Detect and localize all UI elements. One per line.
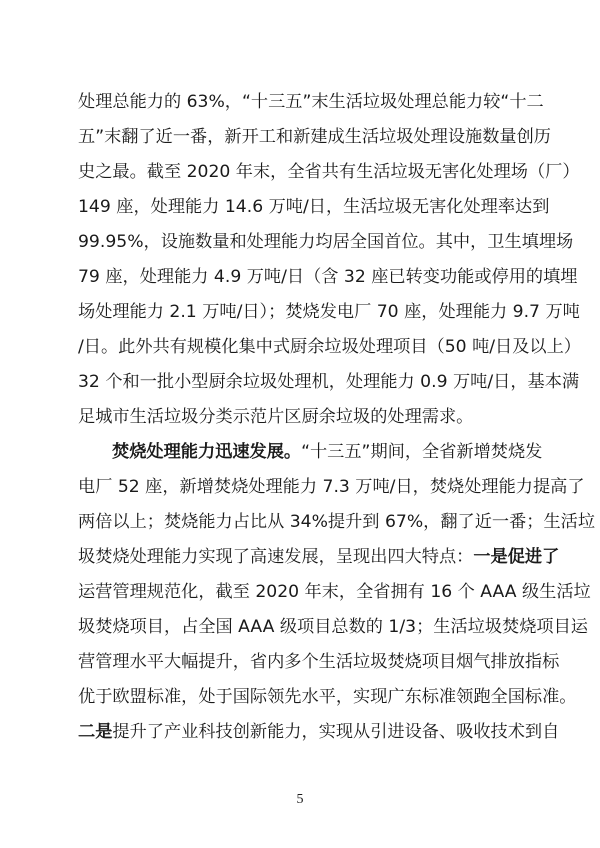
paragraph-heading: 焚烧处理能力迅速发展。 xyxy=(112,442,302,462)
point-label: 二是 xyxy=(78,722,113,742)
text-line: /日。此外共有规模化集中式厨余垃圾处理项目（50 吨/日及以上） xyxy=(78,337,581,357)
text-line: 足城市生活垃圾分类示范片区厨余垃圾的处理需求。 xyxy=(78,407,474,427)
text-line: 五”末翻了近一番，新开工和新建成生活垃圾处理设施数量创历 xyxy=(78,127,551,147)
text-line: 两倍以上；焚烧能力占比从 34%提升到 67%，翻了近一番；生活垃 xyxy=(78,512,596,532)
text-line: 营管理水平大幅提升，省内多个生活垃圾焚烧项目烟气排放指标 xyxy=(78,652,560,672)
text-line: 处理总能力的 63%，“十三五”末生活垃圾处理总能力较“十二 xyxy=(78,92,544,112)
page-number: 5 xyxy=(296,792,304,807)
text-line: 32 个和一批小型厨余垃圾处理机，处理能力 0.9 万吨/日，基本满 xyxy=(78,372,580,392)
text-line: 电厂 52 座，新增焚烧处理能力 7.3 万吨/日，焚烧处理能力提高了 xyxy=(78,477,585,497)
paragraph-first-line xyxy=(112,437,543,467)
text-segment: 圾焚烧处理能力实现了高速发展，呈现出四大特点： xyxy=(78,547,474,567)
text-line: 运营管理规范化，截至 2020 年末，全省拥有 16 个 AAA 级生活垃 xyxy=(78,582,591,602)
text-line: 史之最。截至 2020 年末，全省共有生活垃圾无害化处理场（厂） xyxy=(78,162,580,182)
text-line: 99.95%，设施数量和处理能力均居全国首位。其中，卫生填埋场 xyxy=(78,232,574,252)
text-segment: “十三五”期间，全省新增焚烧发 xyxy=(301,442,543,462)
point-label: 一是促进了 xyxy=(473,547,560,567)
text-line: 优于欧盟标准，处于国际领先水平，实现广东标准领跑全国标准。 xyxy=(78,687,577,707)
text-line: 149 座，处理能力 14.6 万吨/日，生活垃圾无害化处理率达到 xyxy=(78,197,550,217)
text-line: 圾焚烧项目，占全国 AAA 级项目总数的 1/3；生活垃圾焚烧项目运 xyxy=(78,617,588,637)
text-segment: 提升了产业科技创新能力，实现从引进设备、吸收技术到自 xyxy=(112,722,560,742)
text-line: 场处理能力 2.1 万吨/日）；焚烧发电厂 70 座，处理能力 9.7 万吨 xyxy=(78,302,580,322)
text-line xyxy=(78,717,560,747)
text-line xyxy=(78,542,560,572)
text-line: 79 座，处理能力 4.9 万吨/日（含 32 座已转变功能或停用的填埋 xyxy=(78,267,578,287)
